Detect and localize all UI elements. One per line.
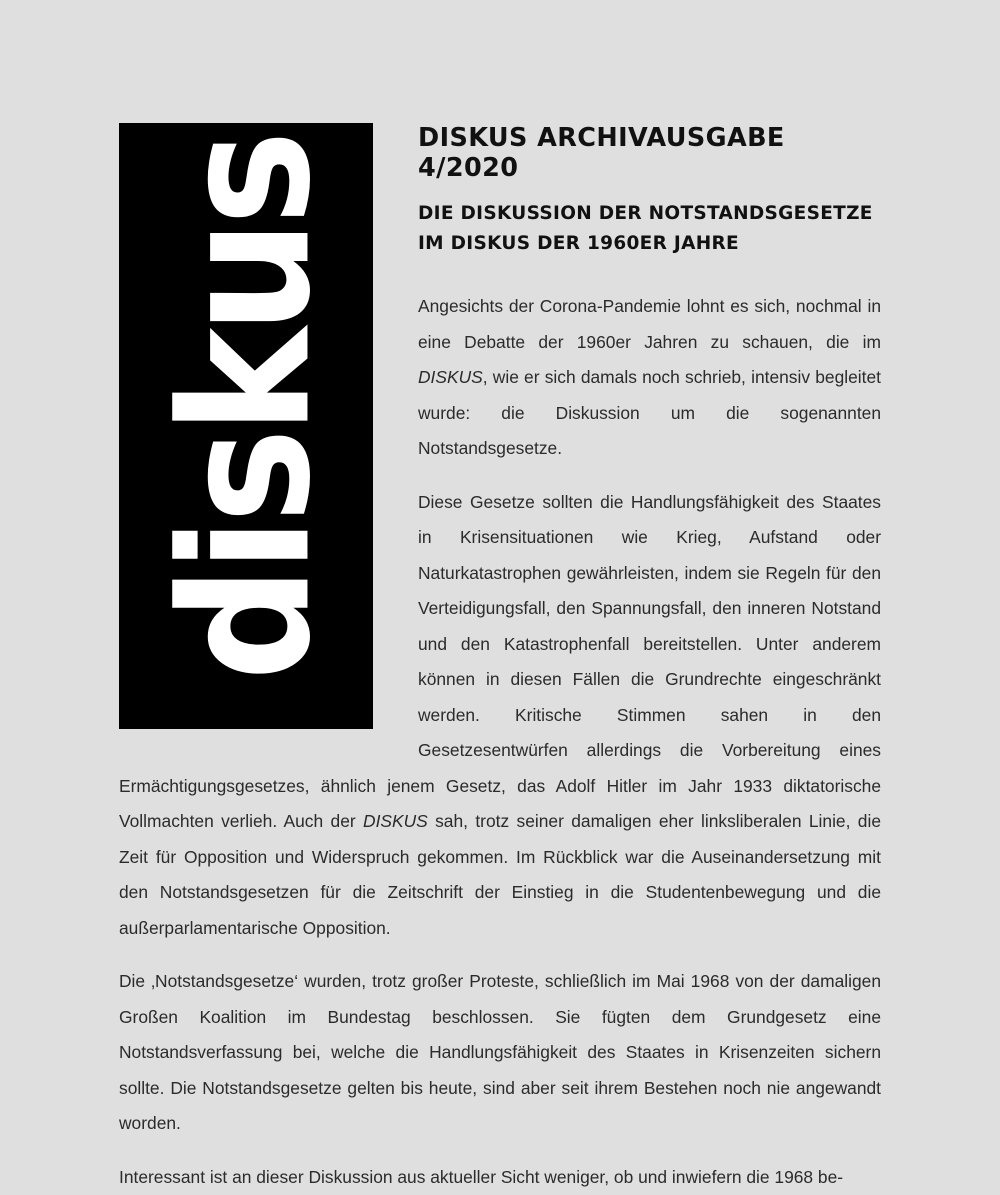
article-subtitle-line-2: IM DISKUS DER 1960ER JAHRE [418,233,739,255]
article-subtitle-line-1: DIE DISKUSSION DER NOTSTANDSGESETZE [418,203,873,225]
paragraph-1-text-a: Angesichts der Corona-Pandemie lohnt es sich, nochmal in eine Debatte der 1960er Jahren zu schauen, die im [418,296,881,352]
paragraph-1-emphasis: DISKUS [418,367,483,388]
diskus-cover-image [119,123,373,729]
paragraph-4: Interessant ist an dieser Diskussion aus aktueller Sicht weniger, ob und inwiefern die 1968 be- [119,1166,844,1187]
paragraph-3: Die ‚Notstandsgesetze‘ wurden, trotz großer Proteste, schließlich im Mai 1968 von der damaligen Großen Koalition im Bundestag beschlossen. Sie fügten dem Grundgesetz eine Notstandsverfassung bei, welche die Handlungsfähigkeit des Staates in Krisenzeiten sichern sollte. Die Notstandsgesetze gelten bis heute, sind aber seit ihrem Bestehen noch nie angewandt worden. [119,971,881,1134]
cover-artwork [119,123,373,729]
paragraph-1-text-b: , wie er sich damals noch schrieb, intensiv begleitet wurde: die Diskussion um die sogenannten Notstandsgesetze. [418,367,881,459]
paragraph-2-emphasis: DISKUS [363,811,428,832]
page-title: DISKUS ARCHIVAUSGABE 4/2020 [418,123,785,184]
diskus-wordmark: diskus [142,135,350,681]
paragraph-2-text-a: Diese Gesetze sollten die Handlungsfähigkeit des Staates in Krisensituationen wie Krieg, Aufstand oder Naturkatastrophen gewährleisten, indem sie Regeln für den Verteidigungsfall, den Spannungsfall, den inneren Notstand und den Katastrophenfall bereitstellen. Unter anderem können in diesen Fällen die Grundrechte eingeschränkt werden. Kritische Stimmen sahen in den Gesetzesentwürfen allerdings die Vorbereitung eines Ermächtigungsgesetzes, ähnlich jenem Gesetz, das Adolf Hitler im Jahr 1933 diktatorische Vollmachten verlieh. Auch der [119,491,881,832]
paragraph-2-text-b: sah, trotz seiner damaligen eher linksliberalen Linie, die Zeit für Opposition und Widerspruch gekommen. Im Rückblick war die Auseinandersetzung mit den Notstandsgesetzen für die Zeitschrift der Einstieg in die Studentenbewegung und die außerparlamentarische Opposition. [119,811,881,938]
